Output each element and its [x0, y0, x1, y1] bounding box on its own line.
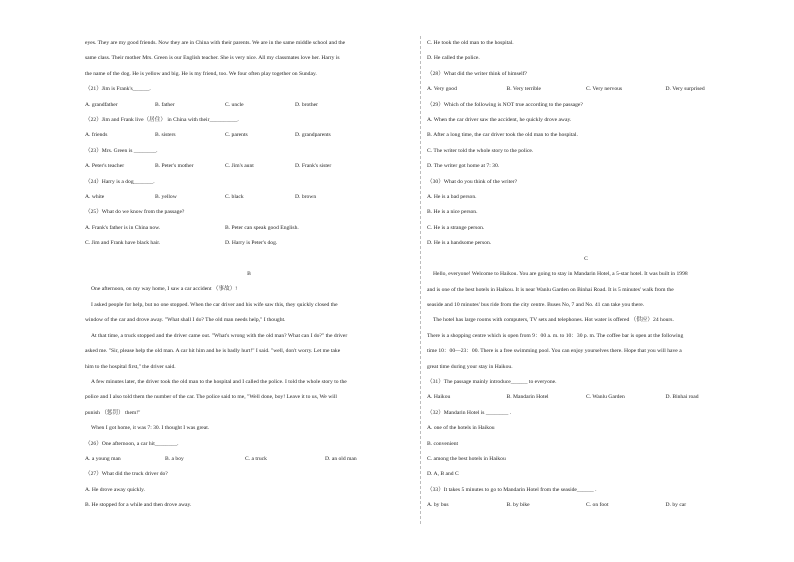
option: B. Mandarin Hotel — [506, 394, 549, 401]
option: C. among the best hotels in Haikou — [427, 455, 506, 462]
option: B. Peter's mother — [155, 163, 194, 170]
option: C. uncle — [225, 101, 244, 108]
option: A. grandfather — [85, 101, 118, 108]
question-32-stem: （32）Mandarin Hotel is ________ . — [427, 409, 512, 416]
passage-b-line: asked me. "Sir, please help the old man. A car hit him and he is badly hurt!" I said. "well, don't worry. Let me take — [85, 348, 341, 355]
option: D. He is a handsome person. — [427, 240, 492, 247]
passage-b-line: window of the car and drove away. "What shall I do? The old man needs help," I thought. — [85, 317, 286, 324]
option: C. a truck — [245, 455, 267, 462]
option: A. He drove away quickly. — [85, 486, 145, 493]
option: A. one of the hotels in Haikou — [427, 425, 495, 432]
question-25-options — [85, 236, 413, 251]
question-28-stem: （28）What did the writer think of himself? — [427, 70, 528, 77]
section-b-title: B — [247, 271, 251, 278]
section-c-title: C — [584, 255, 588, 262]
passage-c-line: The hotel has large rooms with computers, TV sets and telephones. Hot water is offered （供应）24 hours. — [433, 317, 674, 324]
left-column — [85, 36, 413, 514]
option: A. friends — [85, 132, 108, 139]
passage-a-line: same class. Their mother Mrs. Green is our English teacher. She is very nice. All my classmates love her. Harry is — [85, 55, 340, 62]
question-33-stem: （33）It takes 5 minutes to go to Mandarin Hotel from the seaside______ . — [427, 486, 597, 493]
option: C. Very nervous — [586, 86, 623, 93]
option: C. He is a strange person. — [427, 224, 485, 231]
question-28-options — [427, 82, 745, 97]
option: C. Wanlu Garden — [586, 394, 625, 401]
option: A. When the car driver saw the accident, he quickly drove away. — [427, 117, 572, 124]
right-column — [427, 36, 745, 514]
option: C. black — [225, 194, 244, 201]
option: A. a young man — [85, 455, 121, 462]
passage-b-line: police and I also told them the number of the car. The police said to me, "Well done, boy! Leave it to us, We will — [85, 394, 337, 401]
column-divider — [420, 36, 421, 524]
option: D. Very surprised — [665, 86, 705, 93]
option: D. The writer got home at 7: 30. — [427, 163, 500, 170]
question-22-stem: （22）Jim and Frank live（居住） in China with their__________. — [85, 117, 239, 124]
passage-b-line: I asked people for help, but no one stopped. When the car driver and his wife saw this, they quickly closed the — [91, 301, 338, 308]
question-31-stem: （31）The passage mainly introduce______ to everyone. — [427, 378, 557, 385]
question-30-stem: （30）What do you think of the writer? — [427, 178, 518, 185]
passage-c-line: There is a shopping centre which is open from 9：00 a. m. to 10：30 p. m. The coffee bar is open at the following — [427, 332, 684, 339]
passage-a-line: the name of the dog. He is yellow and big. He is my friend, too. We four often play together on Sunday. — [85, 70, 317, 77]
option: C. He took the old man to the hospital. — [427, 40, 514, 46]
passage-c-line: time 10：00—23：00. There is a free swimming pool. You can enjoy yourselves there. Hope that you will have a — [427, 348, 682, 355]
passage-b-line: A few minutes later, the driver took the old man to the hospital and I called the police. I told the whole story to the — [91, 378, 347, 385]
question-22-options — [85, 128, 413, 143]
option: B. convenient — [427, 440, 459, 447]
passage-b-line: When I got home, it was 7: 30. I thought I was great. — [91, 425, 210, 432]
option: D. by car — [665, 502, 687, 509]
passage-b-line: punish （惩罚） them!" — [85, 409, 141, 416]
option: D. brown — [295, 194, 317, 201]
option: D. Frank's sister — [295, 163, 332, 170]
question-25-options — [85, 221, 413, 236]
passage-b-line: At that time, a truck stopped and the driver came out. "What's wrong with the old man? What can I do?" the driver — [91, 332, 348, 339]
question-29-stem: （29）Which of the following is NOT true according to the passage? — [427, 101, 583, 108]
option: C. The writer told the whole story to the police. — [427, 147, 534, 154]
question-27-stem: （27）What did the truck driver do? — [85, 471, 168, 478]
option: D. A, B and C — [427, 471, 459, 478]
passage-b-line: him to the hospital first," the driver said. — [85, 363, 176, 370]
question-24-options — [85, 190, 413, 205]
option: A. white — [85, 194, 105, 201]
option: D. brother — [295, 101, 318, 108]
option: C. Jim and Frank have black hair. — [85, 240, 161, 247]
option: C. parents — [225, 132, 248, 139]
option: B. Very terrible — [506, 86, 542, 93]
option: A. Very good — [427, 86, 457, 93]
option: B. by bike — [506, 502, 530, 509]
option: D. an old man — [325, 455, 357, 462]
question-21-stem: （21）Jim is Frank's______. — [85, 86, 151, 93]
passage-c-line: great time during your stay in Haikou. — [427, 363, 513, 370]
option: A. Haikou — [427, 394, 451, 401]
option: B. Peter can speak good English. — [225, 224, 299, 231]
option: B. sisters — [155, 132, 176, 139]
option: B. He stopped for a while and then drove away. — [85, 502, 192, 509]
option: D. grandparents — [295, 132, 331, 139]
question-26-options — [85, 452, 413, 467]
question-23-stem: （23）Mrs. Green is ________. — [85, 147, 158, 154]
option: B. yellow — [155, 194, 177, 201]
question-31-options — [427, 390, 745, 405]
option: A. by bus — [427, 502, 449, 509]
option: C. on foot — [586, 502, 609, 509]
passage-b-line: One afternoon, on my way home, I saw a car accident （事故）! — [91, 286, 238, 293]
question-25-stem: （25）What do we know from the passage? — [85, 209, 185, 216]
question-33-options — [427, 498, 745, 513]
option: A. Frank's father is in China now. — [85, 224, 161, 231]
question-26-stem: （26）One afternoon, a car hit________. — [85, 440, 179, 447]
option: D. Binhai road — [665, 394, 699, 401]
passage-a-line: eyes. They are my good friends. Now they are in China with their parents. We are in the same middle school and the — [85, 40, 346, 46]
passage-c-line: seaside and 10 minutes' bus ride from the city centre. Buses No, 7 and No. 41 can take you there. — [427, 301, 645, 308]
option: B. After a long time, the car driver took the old man to the hospital. — [427, 132, 578, 139]
option: C. Jim's aunt — [225, 163, 254, 170]
option: B. He is a nice person. — [427, 209, 478, 216]
option: B. father — [155, 101, 175, 108]
passage-c-line: and is one of the best hotels in Haikou. It is near Wanlu Garden on Binhai Road. It is 5 minutes' walk from the — [427, 286, 674, 293]
question-21-options — [85, 98, 413, 113]
option: D. Harry is Peter's dog. — [225, 240, 278, 247]
option: B. a boy — [165, 455, 184, 462]
option: D. He called the police. — [427, 55, 480, 62]
option: A. He is a bad person. — [427, 194, 477, 201]
option: A. Peter's teacher — [85, 163, 125, 170]
passage-c-line: Hello, everyone! Welcome to Haikou. You are going to stay in Mandarin Hotel, a 5-star hotel. It was built in 1998 — [433, 271, 688, 278]
question-23-options — [85, 159, 413, 174]
question-24-stem: （24）Harry is a dog_______. — [85, 178, 155, 185]
